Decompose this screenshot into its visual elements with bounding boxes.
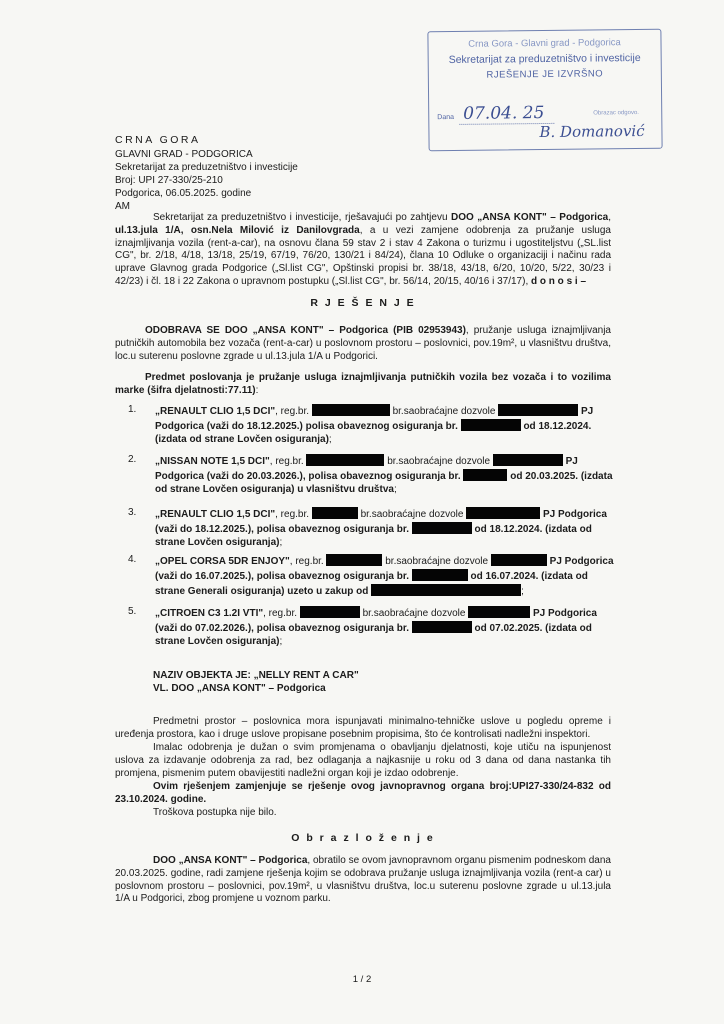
redaction-box [468, 606, 530, 618]
intro-text-3: , a u vezi zamjene odobrenja za pružanje usluga iznajmljivanja vozila (rent-a-car), na osnovu člana 59 stav 2 i stav 4 Zakona o turizmu i ugostiteljstvu („SL.list CG", br. 2/18, 4/18, 13/18, 25/19, 67/19, 76/20, 130/21 i 84/24), člana 10 Odluke o organizaciji i načinu rada uprave Glavnog grada Podgorice („Sl.list CG", Opštinski propisi br. 38/18, 43/18, 6/20, 10/20, 5/22, 30/23 i 42/23) i čl. 18 i 22 Zakona o upravnom postupku („Sl.list CG", br. 56/14, 20/15, 40/16 i 37/17), [115, 224, 611, 287]
redaction-box [466, 507, 540, 519]
vehicle-permit-label: br.saobraćajne dozvole [384, 456, 491, 467]
vehicle-reg-label: , reg.br. [275, 509, 310, 520]
redaction-box [312, 507, 358, 519]
header-place-date: Podgorica, 06.05.2025. godine [115, 187, 252, 199]
premises-paragraph: Predmetni prostor – poslovnica mora ispunjavati minimalno-tehničke uslove u pogledu opreme i uređenja prostora, kao i druge uslove propisane posebnim propisima, što će kontrolisati nadležni inspektori. [115, 716, 611, 740]
object-owner-line: VL. DOO „ANSA KONT" – Podgorica [153, 682, 326, 694]
vehicle-pj: PJ Podgorica [546, 556, 614, 567]
redaction-box [461, 419, 521, 431]
approval-text: , pružanje usluga iznajmljivanja putničkih automobila bez vozača (rent-a-car) u poslovnom prostoru – poslovnici, pov.19m², u vlasništvu društva, loc.u suterenu poslovne zgrade u ul.13.jula 1/A u Podgorici. [115, 325, 611, 362]
vehicle-model: „RENAULT CLIO 1,5 DCI" [155, 406, 276, 417]
vehicle-reg-label: , reg.br. [289, 556, 324, 567]
holder-paragraph: Imalac odobrenja je dužan o svim promjenama o obavljanju djelatnosti, koje utiču na ispunjenost uslova za izdavanje odobrenja za rad, bez odlaganja a najkasnije u roku od 3 dana od dana nastanka tih promjena, pismenim putem obavijestiti nadležni organ koji je izdao odobrenje. [115, 742, 611, 779]
vehicle-model: „CITROEN C3 1.2I VTI" [155, 608, 264, 619]
approval-paragraph [115, 325, 611, 363]
vehicle-permit-label: br.saobraćajne dozvole [359, 608, 466, 619]
redaction-box [498, 404, 578, 416]
vehicle-validity: (važi do 16.07.2025.), polisa obaveznog osiguranja br. [155, 570, 409, 582]
stamp-handwritten-date: 07.04. 25 [463, 103, 545, 124]
costs-paragraph: Troškova postupka nije bilo. [153, 807, 277, 818]
vehicle-validity: (važi do 18.12.2025.) polisa obaveznog osiguranja br. [206, 420, 458, 432]
intro-paragraph [115, 212, 611, 289]
executive-stamp [427, 29, 662, 151]
redaction-box [493, 454, 563, 466]
redaction-box [412, 522, 472, 534]
vehicle-permit-label: br.saobraćajne dozvole [357, 509, 464, 520]
replacement-paragraph: Ovim rješenjem zamjenjuje se rješenje ovog javnopravnog organa broj:UPI27-330/24-832 od 23.10.2024. godine. [115, 781, 611, 805]
subject-bold: Predmet poslovanja je pružanje usluga iznajmljivanja putničkih vozila bez vozača i to vozilima marke (šifra djelatnosti:77.11) [115, 372, 611, 396]
vehicle-insurance: od 07.02.2025. (izdata od strane Lovčen osiguranja) [155, 622, 592, 647]
vehicle-end: ; [279, 536, 283, 548]
object-name-line: NAZIV OBJEKTA JE: „NELLY RENT A CAR" [153, 670, 359, 681]
redaction-box [412, 569, 468, 581]
vehicle-text [155, 554, 615, 598]
vehicle-end: ; [328, 433, 332, 445]
redaction-box [312, 404, 390, 416]
intro-text-2: , [608, 212, 611, 223]
title-rjesenje: R J E Š E N J E [310, 297, 416, 309]
vehicle-pj: PJ Podgorica [530, 608, 597, 619]
vehicle-insurance: od 18.12.2024. (izdata od strane Lovčen osiguranja) [155, 420, 592, 445]
vehicle-validity: (važi do 20.03.2026.), polisa obaveznog osiguranja br. [206, 470, 461, 482]
object-name [153, 670, 603, 696]
vehicle-reg-label: , reg.br. [275, 406, 310, 417]
stamp-line-3: RJEŠENJE JE IZVRŠNO [486, 67, 604, 81]
stamp-line-1: Crna Gora - Glavni grad - Podgorica [468, 37, 621, 50]
vehicle-permit-label: br.saobraćajne dozvole [389, 406, 496, 417]
document-header [115, 134, 298, 213]
vehicle-reg-label: , reg.br. [269, 456, 304, 467]
vehicle-end: ; [279, 635, 283, 647]
vehicle-reg-label: , reg.br. [263, 608, 298, 619]
reasoning-company: DOO „ANSA KONT" – Podgorica [153, 855, 308, 866]
title-obrazlozenje: O b r a z l o ž e n j e [291, 832, 435, 844]
redaction-box [326, 554, 382, 566]
vehicle-text [155, 606, 615, 648]
reasoning-paragraph [115, 855, 611, 906]
header-initials: AM [115, 200, 130, 212]
redaction-box [306, 454, 384, 466]
approval-bold: ODOBRAVA SE DOO „ANSA KONT" – Podgorica (PIB 02953943) [145, 325, 466, 336]
vehicle-insurance: od 16.07.2024. (izdata od strane Generali osiguranja) uzeto u zakup od [155, 570, 588, 597]
vehicle-insurance: od 18.12.2024. (izdata od strane Lovčen osiguranja) [155, 523, 592, 548]
intro-address: ul.13.jula 1/A, osn.Nela Milović iz Danilovgrada [115, 224, 360, 236]
vehicle-permit-label: br.saobraćajne dozvole [382, 556, 489, 567]
intro-donosi: d o n o s i – [531, 275, 587, 287]
subject-paragraph [115, 372, 611, 398]
intro-company: DOO „ANSA KONT" – Podgorica [451, 212, 609, 223]
page-number: 1 / 2 [352, 974, 372, 985]
vehicle-pj: PJ Podgorica [155, 456, 578, 482]
reasoning-text: , obratilo se ovom javnopravnom organu pismenim podneskom dana 20.03.2025. godine, radi zamjene rješenja kojim se odobrava pružanje usluga iznajmljivanja vozila (rent-a car) u poslovnom prostoru – poslovnici, pov.19m², u vlasništvu društva, loc.u suterenu poslovne zgrade u ul.13.jula 1/A u Podgorici, zbog promjene u voznom parku. [115, 855, 611, 905]
vehicle-model: „RENAULT CLIO 1,5 DCI" [155, 509, 276, 520]
header-country: CRNA GORA [115, 134, 201, 146]
header-secretariat: Sekretarijat za preduzetništvo i investicije [115, 161, 298, 173]
vehicle-end: ; [521, 585, 524, 597]
vehicle-text [155, 507, 615, 549]
stamp-signature: B. Domanović [539, 121, 645, 142]
header-city: GLAVNI GRAD - PODGORICA [115, 148, 253, 160]
vehicle-pj: PJ Podgorica [155, 406, 594, 432]
vehicle-number: 2. [128, 454, 137, 465]
vehicle-model: „NISSAN NOTE 1,5 DCI" [155, 456, 270, 467]
stamp-date-row [435, 103, 655, 124]
intro-text-1: Sekretarijat za preduzetništvo i investicije, rješavajući po zahtjevu [153, 212, 451, 223]
vehicle-number: 5. [128, 606, 137, 617]
vehicle-number: 3. [128, 507, 137, 518]
vehicle-insurance: od 20.03.2025. (izdata od strane Lovčen osiguranja) u vlasništvu društva [155, 470, 613, 495]
stamp-dana-label: Dana [437, 113, 455, 122]
vehicle-end: ; [393, 483, 397, 495]
redaction-box [491, 554, 547, 566]
vehicle-text [155, 454, 615, 496]
redaction-box [300, 606, 360, 618]
vehicle-model: „OPEL CORSA 5DR ENJOY" [155, 556, 290, 567]
vehicle-pj: PJ Podgorica [540, 509, 607, 520]
header-number: Broj: UPI 27-330/25-210 [115, 174, 223, 186]
vehicle-text [155, 404, 615, 446]
stamp-line-2: Sekretarijat za preduzetništvo i investicije [448, 52, 641, 67]
redaction-box [463, 469, 507, 481]
subject-tail: : [255, 384, 259, 396]
stamp-obrazac: Obrazac odgovo. [593, 110, 639, 117]
vehicle-number: 4. [128, 554, 137, 565]
redaction-box [371, 584, 521, 596]
vehicle-number: 1. [128, 404, 137, 415]
vehicle-validity: (važi do 18.12.2025.), polisa obaveznog osiguranja br. [155, 523, 409, 535]
redaction-box [412, 621, 472, 633]
vehicle-validity: (važi do 07.02.2026.), polisa obaveznog osiguranja br. [155, 622, 409, 634]
